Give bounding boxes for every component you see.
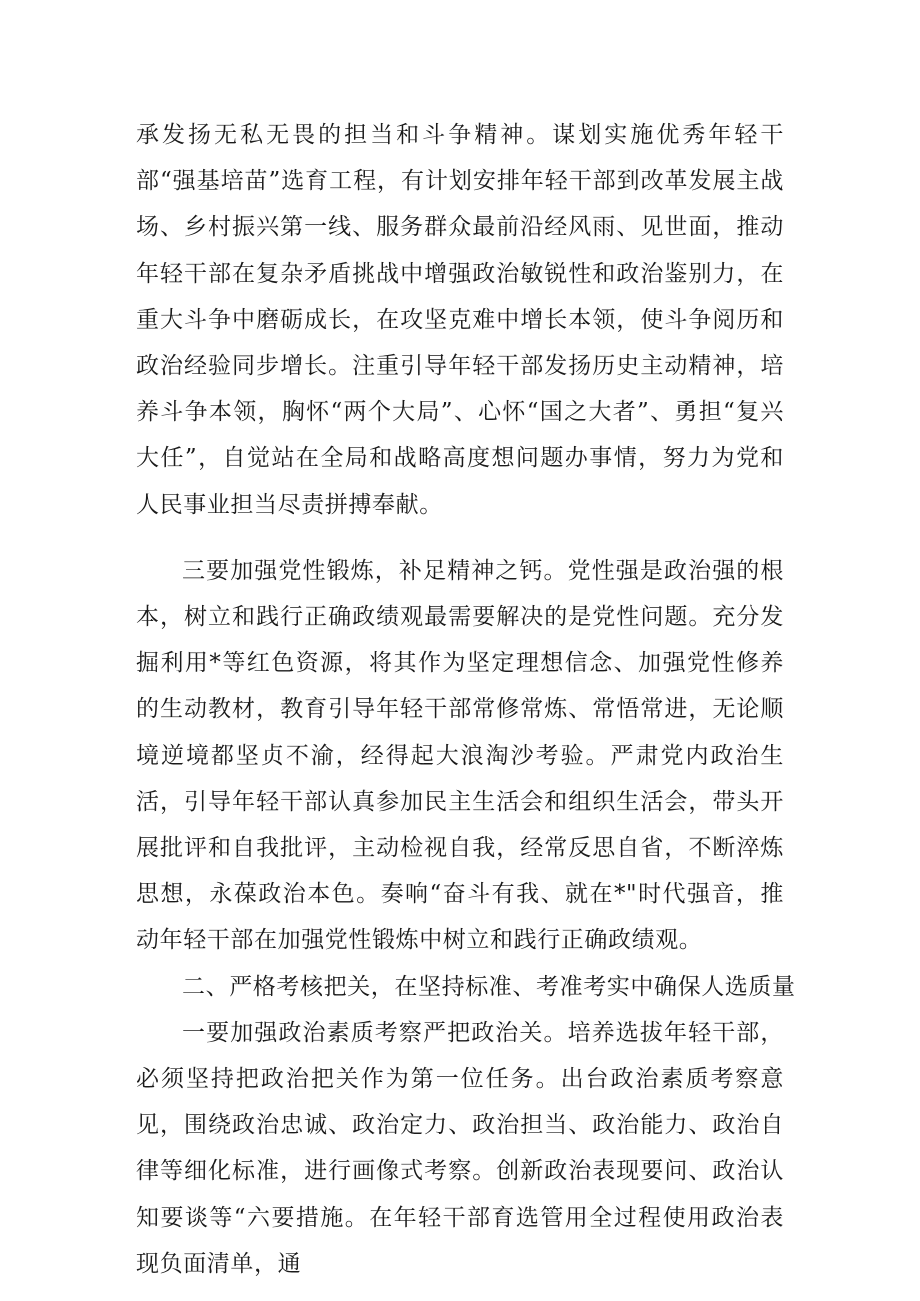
paragraph-2: 三要加强党性锻炼，补足精神之钙。党性强是政治强的根本，树立和践行正确政绩观最需要解决的是党性问题。充分发掘利用*等红色资源，将其作为坚定理想信念、加强党性修养的生动教材，教育引导年轻干部常修常炼、常悟常进，无论顺境逆境都坚贞不渝，经得起大浪淘沙考验。严肃党内政治生活，引导年轻干部认真参加民主生活会和组织生活会，带头开展批评和自我批评，主动检视自我，经常反思自省，不断淬炼思想，永葆政治本色。奏响“奋斗有我、就在*"时代强音，推动年轻干部在加强党性锻炼中树立和践行正确政绩观。: [136, 557, 784, 954]
paragraph-1: 承发扬无私无畏的担当和斗争精神。谋划实施优秀年轻干部“强基培苗”选育工程，有计划安排年轻干部到改革发展主战场、乡村振兴第一线、服务群众最前沿经风雨、见世面，推动年轻干部在复杂矛盾挑战中增强政治敏锐性和政治鉴别力，在重大斗争中磨砺成长，在攻坚克难中增长本领，使斗争阅历和政治经验同步增长。注重引导年轻干部发扬历史主动精神，培养斗争本领，胸怀“两个大局”、心怀“国之大者”、勇担“复兴大任”，自觉站在全局和战略高度想问题办事情，努力为党和人民事业担当尽责拼搏奉献。: [136, 122, 784, 518]
paragraph-3: 一要加强政治素质考察严把政治关。培养选拔年轻干部，必须坚持把政治把关作为第一位任务。出台政治素质考察意见，围绕政治忠诚、政治定力、政治担当、政治能力、政治自律等细化标准，进行画像式考察。创新政治表现要问、政治认知要谈等“六要措施。在年轻干部育选管用全过程使用政治表现负面清单，通: [136, 1019, 784, 1277]
document-page: [136, 112, 796, 1287]
section-heading: 二、严格考核把关，在坚持标准、考准考实中确保人选质量: [182, 973, 796, 1000]
